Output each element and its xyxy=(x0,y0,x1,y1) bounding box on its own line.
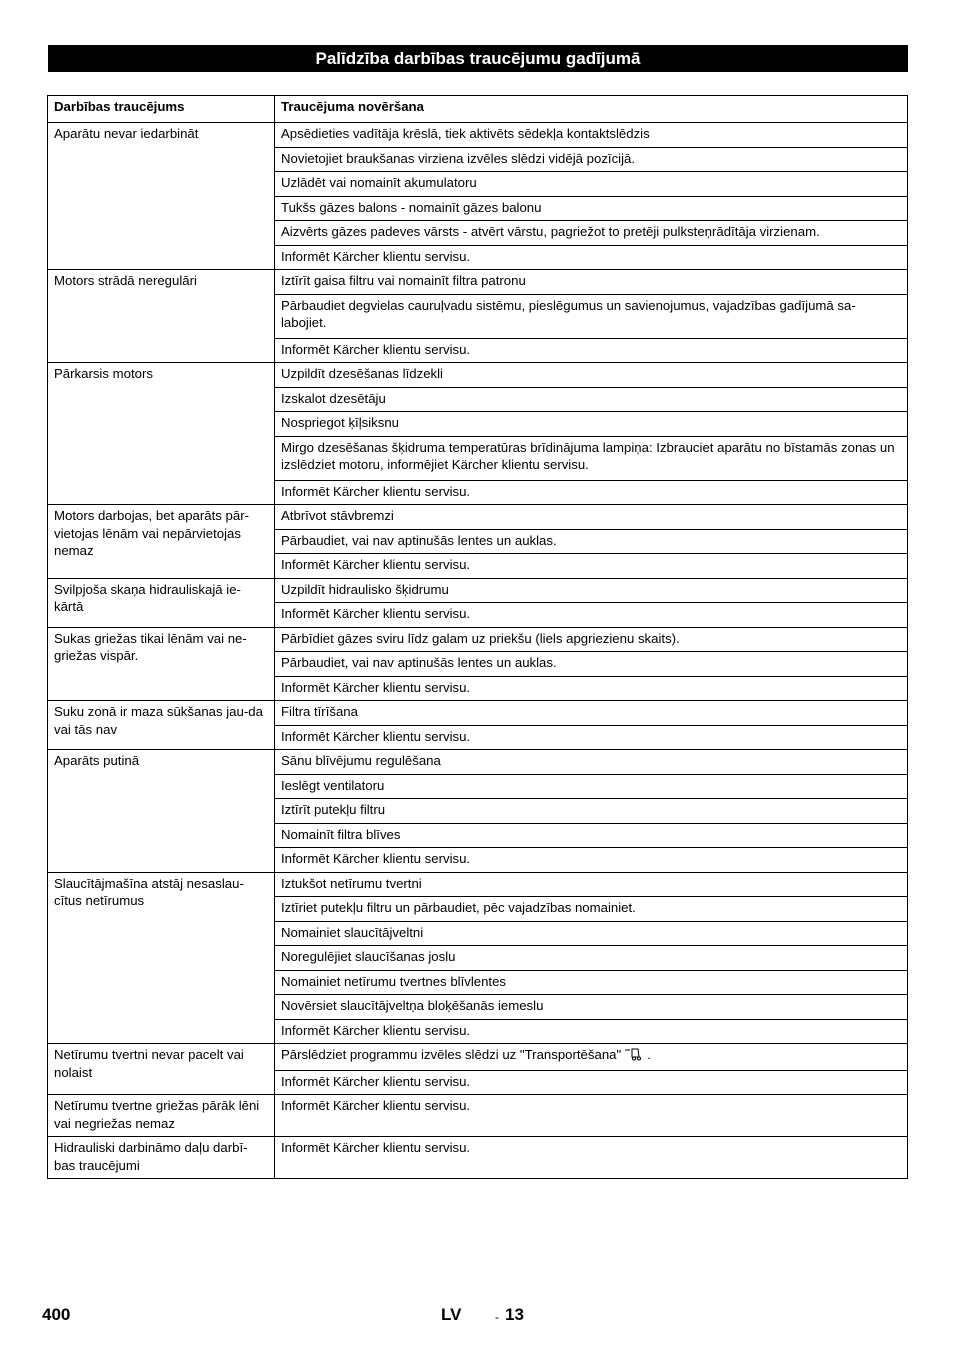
remedy-cell xyxy=(275,872,908,897)
transport-suffix: . xyxy=(647,1047,651,1062)
table-row xyxy=(48,1095,908,1137)
language-code: LV xyxy=(441,1305,462,1324)
remedy-cell xyxy=(275,897,908,922)
remedy-text: Pārbaudiet degvielas cauruļvadu sistēmu, pieslēgumus un savienojumus, vajadzības gadījumā sa-labojiet. xyxy=(281,297,856,330)
remedy-text: Tukšs gāzes balons - nomainīt gāzes balonu xyxy=(281,199,542,215)
remedy-text: Pārbīdiet gāzes sviru līdz galam uz priekšu (liels apgriezienu skaits). xyxy=(281,630,680,646)
remedy-text: Informēt Kärcher klientu servisu. xyxy=(281,1022,471,1038)
remedy-cell xyxy=(275,1137,908,1179)
remedy-text: Informēt Kärcher klientu servisu. xyxy=(281,1098,471,1113)
fault-cell: Sukas griežas tikai lēnām vai ne-griežas vispār. xyxy=(48,627,275,701)
table-header-row xyxy=(48,96,908,123)
fault-cell: Netīrumu tvertni nevar pacelt vai nolaist xyxy=(48,1044,275,1095)
remedy-cell xyxy=(275,1070,908,1095)
remedy-text: Mirgo dzesēšanas šķidruma temperatūras brīdinājuma lampiņa: Izbrauciet aparātu no bīstamās zonas un izslēdziet motoru, informējiet Kärcher klientu servisu. xyxy=(281,439,895,472)
remedy-cell xyxy=(275,799,908,824)
remedy-text: Iztīrīt putekļu filtru xyxy=(281,802,386,817)
remedy-text: Informēt Kärcher klientu servisu. xyxy=(281,483,471,499)
remedy-cell xyxy=(275,412,908,437)
remedy-cell xyxy=(275,147,908,172)
fault-cell: Netīrumu tvertne griežas pārāk lēni vai negriežas nemaz xyxy=(48,1095,275,1137)
remedy-text: Pārbaudiet, vai nav aptinušās lentes un auklas. xyxy=(281,532,557,548)
remedy-cell xyxy=(275,123,908,148)
remedy-text: Informēt Kärcher klientu servisu. xyxy=(281,341,471,357)
remedy-cell xyxy=(275,774,908,799)
remedy-text: Uzpildīt dzesēšanas līdzekli xyxy=(281,366,443,381)
remedy-cell xyxy=(275,676,908,701)
remedy-cell xyxy=(275,921,908,946)
remedy-text: Iztīriet putekļu filtru un pārbaudiet, pēc vajadzības nomainiet. xyxy=(281,900,636,915)
fault-cell: Slaucītājmašīna atstāj nesaslau-cītus netīrumus xyxy=(48,872,275,1044)
table-row xyxy=(48,270,908,295)
table-row xyxy=(48,578,908,603)
fault-cell: Motors darbojas, bet aparāts pār-vietojas lēnām vai nepārvietojas nemaz xyxy=(48,505,275,579)
sub-page-number: 13 xyxy=(505,1305,524,1324)
remedy-text: Informēt Kärcher klientu servisu. xyxy=(281,728,471,744)
page-number: 400 xyxy=(42,1305,71,1324)
remedy-cell xyxy=(275,701,908,726)
fault-cell: Aparātu nevar iedarbināt xyxy=(48,123,275,270)
remedy-text: Informēt Kärcher klientu servisu. xyxy=(281,1073,471,1089)
remedy-cell xyxy=(275,294,908,338)
table-row xyxy=(48,363,908,388)
transport-mode-icon xyxy=(623,1047,645,1066)
column-header-fault: Darbības traucējums xyxy=(48,96,275,123)
fault-cell: Aparāts putinā xyxy=(48,750,275,873)
table-row xyxy=(48,1044,908,1071)
remedy-cell xyxy=(275,848,908,873)
remedy-cell xyxy=(275,196,908,221)
remedy-text: Uzpildīt hidraulisko šķidrumu xyxy=(281,581,449,597)
remedy-cell xyxy=(275,652,908,677)
remedy-cell xyxy=(275,172,908,197)
remedy-text: Apsēdieties vadītāja krēslā, tiek aktivēts sēdekļa kontaktslēdzis xyxy=(281,126,650,141)
fault-cell: Svilpjoša skaņa hidrauliskajā ie-kārtā xyxy=(48,578,275,627)
remedy-cell xyxy=(275,221,908,246)
remedy-cell xyxy=(275,270,908,295)
footer-separator: - xyxy=(495,1310,499,1324)
remedy-text: Informēt Kärcher klientu servisu. xyxy=(281,248,471,264)
remedy-text: Iztukšot netīrumu tvertni xyxy=(281,875,422,891)
remedy-text: Informēt Kärcher klientu servisu. xyxy=(281,679,471,695)
remedy-text: Novērsiet slaucītājveltņa bloķēšanās iemeslu xyxy=(281,998,544,1013)
table-row xyxy=(48,1137,908,1179)
table-row xyxy=(48,872,908,897)
remedy-cell xyxy=(275,946,908,971)
remedy-cell xyxy=(275,1095,908,1137)
remedy-text: Filtra tīrīšana xyxy=(281,704,358,719)
remedy-text: Noregulējiet slaucīšanas joslu xyxy=(281,949,456,964)
remedy-text: Izskalot dzesētāju xyxy=(281,390,386,406)
remedy-text: Nomainiet netīrumu tvertnes blīvlentes xyxy=(281,973,507,989)
remedy-cell xyxy=(275,970,908,995)
remedy-cell xyxy=(275,1044,908,1071)
remedy-text: Uzlādēt vai nomainīt akumulatoru xyxy=(281,175,477,190)
fault-cell: Motors strādā neregulāri xyxy=(48,270,275,363)
remedy-text: Nomainiet slaucītājveltni xyxy=(281,924,424,940)
remedy-cell xyxy=(275,578,908,603)
remedy-text: Pārslēdziet programmu izvēles slēdzi uz "Transportēšana" xyxy=(281,1047,622,1062)
table-row xyxy=(48,123,908,148)
table-row xyxy=(48,750,908,775)
remedy-cell xyxy=(275,436,908,480)
table-row xyxy=(48,701,908,726)
remedy-cell xyxy=(275,505,908,530)
remedy-cell xyxy=(275,725,908,750)
remedy-cell xyxy=(275,823,908,848)
remedy-cell xyxy=(275,627,908,652)
table-body xyxy=(48,123,908,1179)
column-header-remedy: Traucējuma novēršana xyxy=(275,96,908,123)
remedy-cell xyxy=(275,995,908,1020)
remedy-text: Novietojiet braukšanas virziena izvēles slēdzi vidējā pozīcijā. xyxy=(281,150,636,166)
remedy-cell xyxy=(275,529,908,554)
remedy-text: Sānu blīvējumu regulēšana xyxy=(281,753,441,768)
remedy-text: Informēt Kärcher klientu servisu. xyxy=(281,851,471,866)
fault-cell: Pārkarsis motors xyxy=(48,363,275,505)
troubleshooting-table xyxy=(47,95,908,1179)
remedy-cell xyxy=(275,603,908,628)
remedy-cell xyxy=(275,387,908,412)
fault-cell: Hidrauliski darbināmo daļu darbī-bas traucējumi xyxy=(48,1137,275,1179)
remedy-text: Pārbaudiet, vai nav aptinušās lentes un auklas. xyxy=(281,655,557,670)
page-title: Palīdzība darbības traucējumu gadījumā xyxy=(48,45,908,72)
remedy-cell xyxy=(275,363,908,388)
remedy-cell xyxy=(275,480,908,505)
table-row xyxy=(48,627,908,652)
remedy-cell xyxy=(275,1019,908,1044)
remedy-cell xyxy=(275,338,908,363)
remedy-text: Iztīrīt gaisa filtru vai nomainīt filtra patronu xyxy=(281,273,526,288)
remedy-cell xyxy=(275,554,908,579)
remedy-text: Informēt Kärcher klientu servisu. xyxy=(281,606,471,621)
table-row xyxy=(48,505,908,530)
remedy-text: Informēt Kärcher klientu servisu. xyxy=(281,557,471,572)
remedy-text: Nospriegot ķīļsiksnu xyxy=(281,415,400,430)
fault-cell: Suku zonā ir maza sūkšanas jau-da vai tās nav xyxy=(48,701,275,750)
remedy-text: Atbrīvot stāvbremzi xyxy=(281,508,394,523)
remedy-cell xyxy=(275,750,908,775)
remedy-cell xyxy=(275,245,908,270)
remedy-text: Aizvērts gāzes padeves vārsts - atvērt vārstu, pagriežot to pretēji pulksteņrādītāja virzienam. xyxy=(281,224,820,239)
remedy-text: Ieslēgt ventilatoru xyxy=(281,777,385,793)
remedy-text: Nomainīt filtra blīves xyxy=(281,826,401,842)
remedy-text: Informēt Kärcher klientu servisu. xyxy=(281,1140,471,1155)
